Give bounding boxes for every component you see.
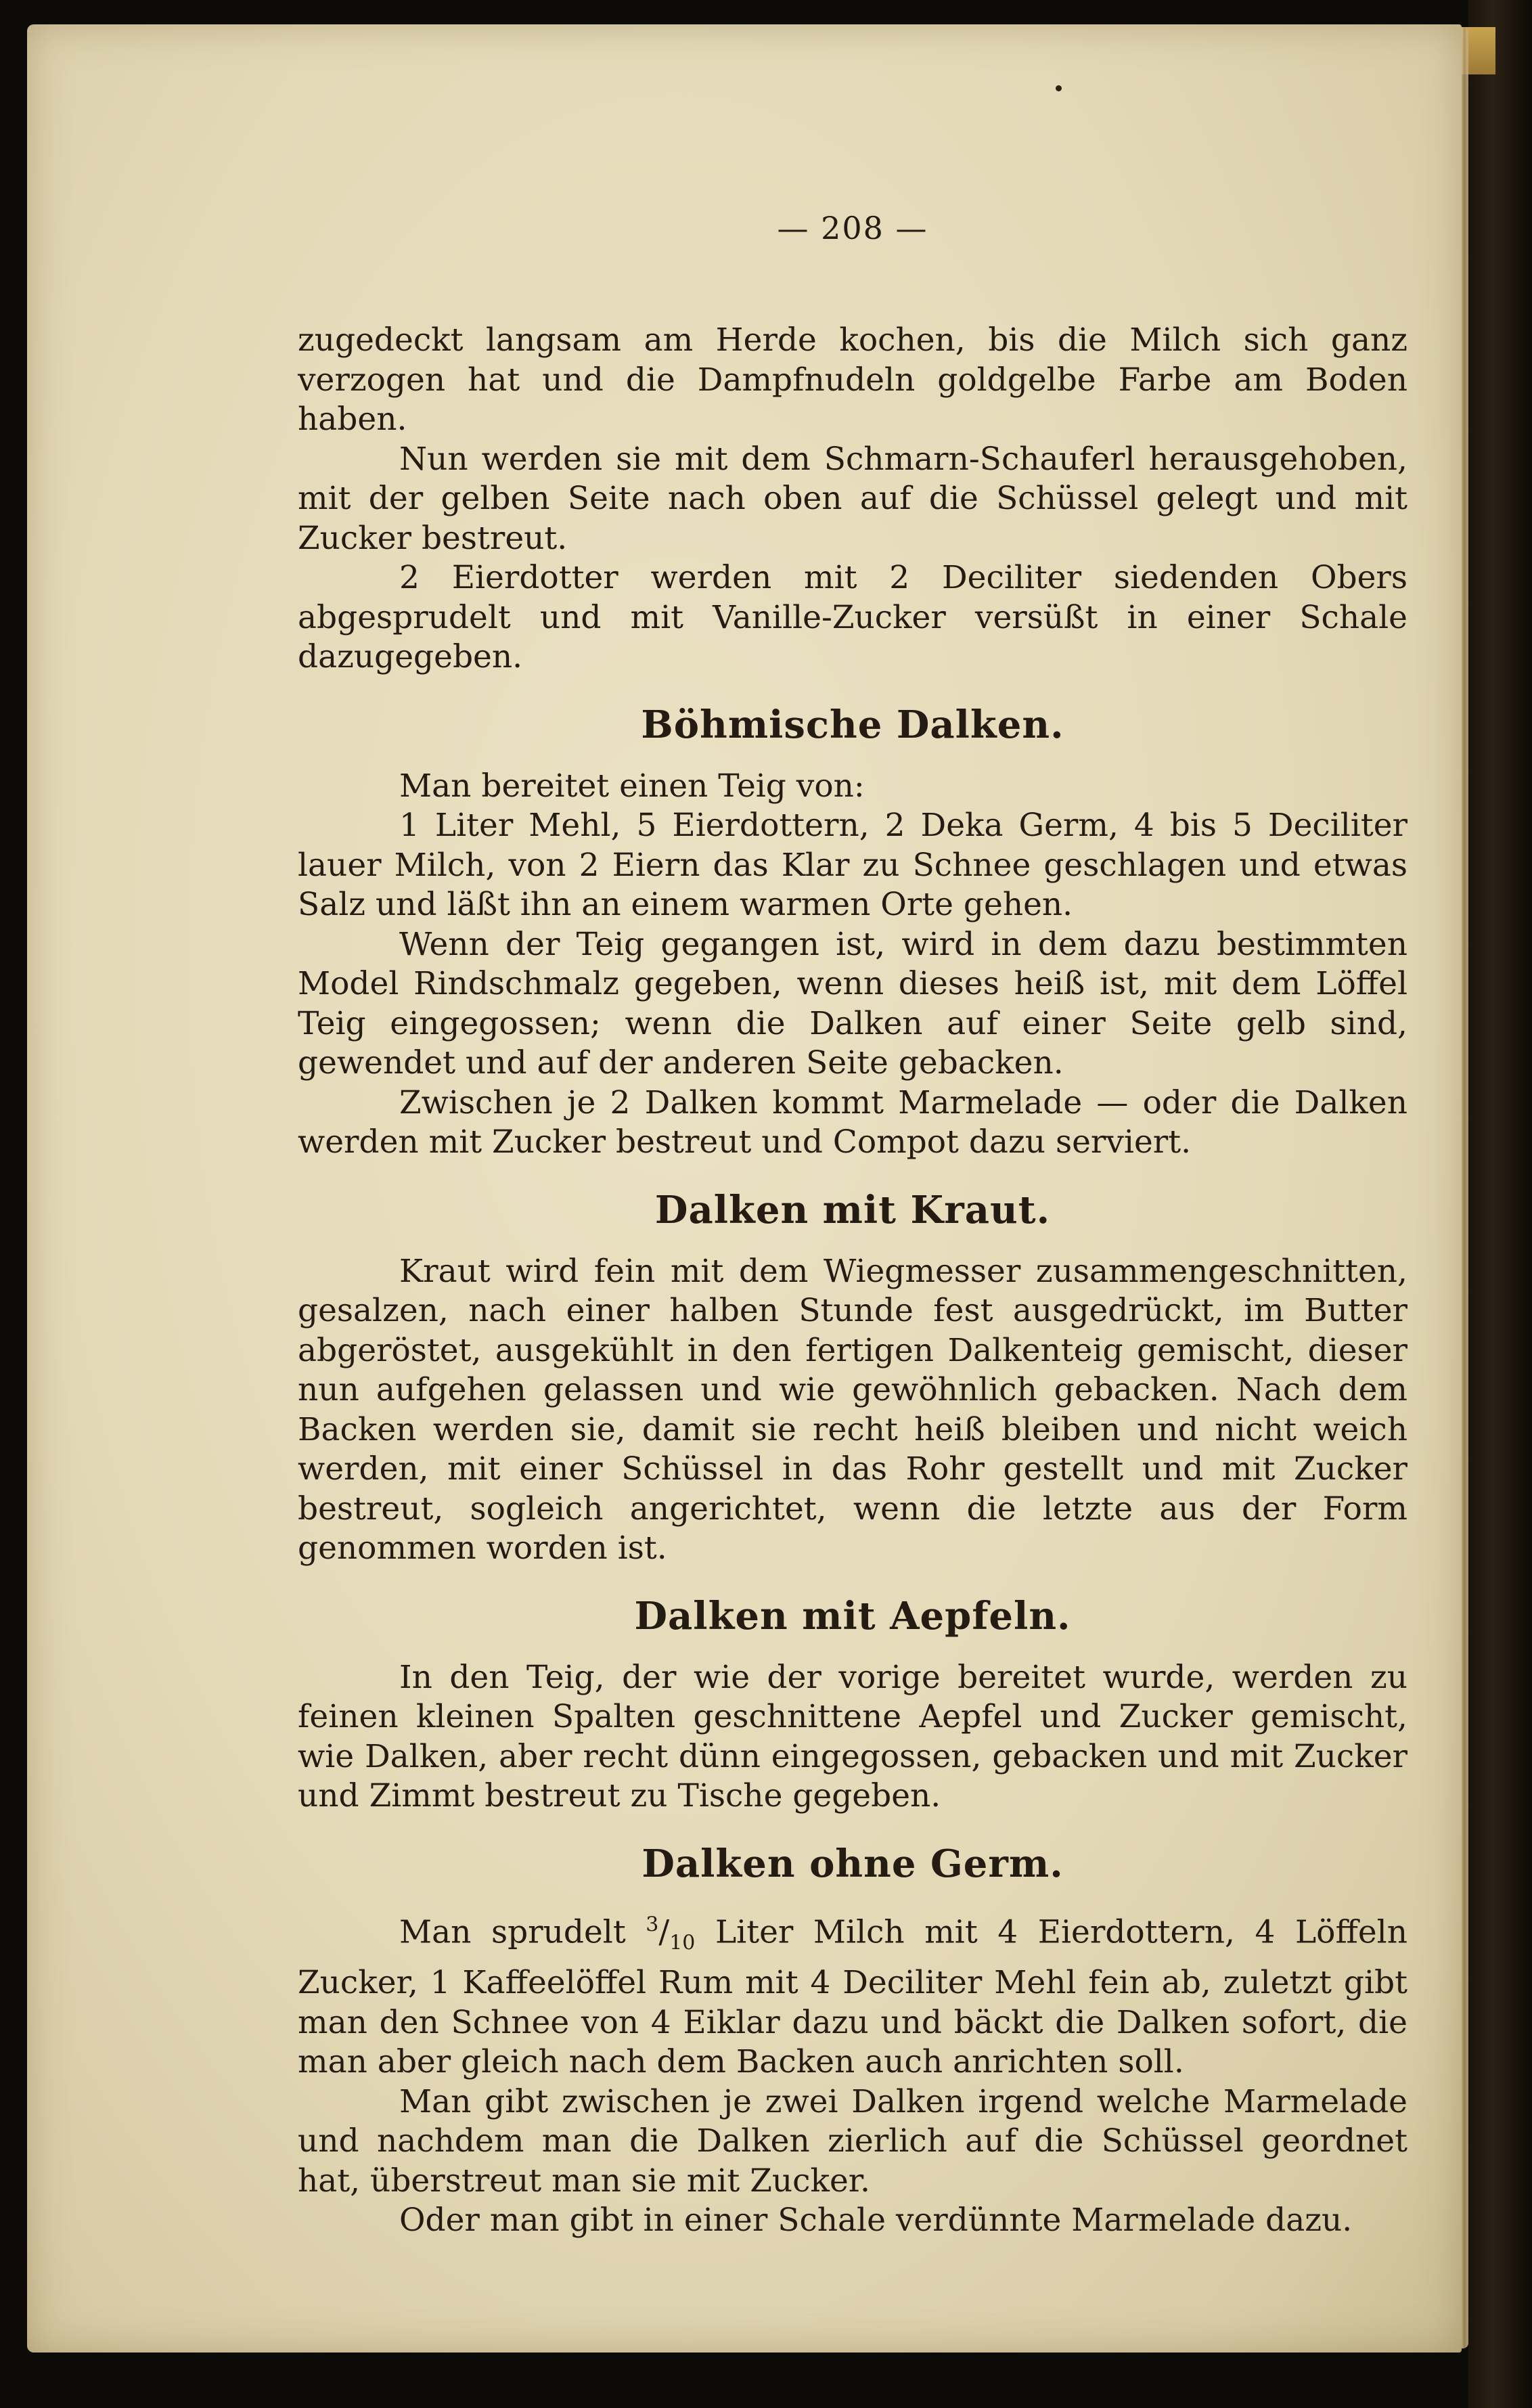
section-1-paragraph-1: Man bereitet einen Teig von: [399, 767, 865, 805]
section-title-dalken-mit-kraut: Dalken mit Kraut. [654, 1187, 1051, 1232]
section-2-paragraph-1: Kraut wird fein mit dem Wiegmesser zusammengeschnitten, gesalzen, nach einer halben Stunde fest ausgedrückt, im Butter abgeröstet, ausgekühlt in den fertigen Dalkenteig gemischt, dieser nun aufgehen gelassen und wie gewöhnlich gebacken. Nach dem Backen werden sie, damit sie recht heiß bleiben und nicht weich werden, mit einer Schüssel in das Rohr gestellt und mit Zucker bestreut, sogleich angerichtet, wenn die letzte aus der Form genommen worden ist. [298, 1252, 1407, 1567]
ink-speck [1056, 85, 1062, 91]
section-1-paragraph-2: 1 Liter Mehl, 5 Eierdottern, 2 Deka Germ, 4 bis 5 Deciliter lauer Milch, von 2 Eiern das Klar zu Schnee geschlagen und etwas Salz und läßt ihn an einem warmen Orte gehen. [298, 807, 1407, 923]
section-1-paragraph-3: Wenn der Teig gegangen ist, wird in dem dazu bestimmten Model Rindschmalz gegeben, wenn dieses heiß ist, mit dem Löffel Teig eingegossen; wenn die Dalken auf einer Seite gelb sind, gewendet und auf der anderen Seite gebacken. [298, 925, 1407, 1082]
section-1-paragraph-4: Zwischen je 2 Dalken kommt Marmelade — oder die Dalken werden mit Zucker bestreut und Compot dazu serviert. [298, 1084, 1407, 1161]
fraction: $^3/_{10}$ [646, 1913, 696, 1955]
section-title-dalken-ohne-germ: Dalken ohne Germ. [641, 1841, 1064, 1886]
section-4-paragraph-1 [298, 1906, 1407, 2082]
section-4-paragraph-1-rest: Liter Milch mit 4 Eierdottern, 4 Löffeln Zucker, 1 Kaffeelöffel Rum mit 4 Deciliter Mehl fein ab, zuletzt gibt man den Schnee von 4 Eiklar dazu und bäckt die Dalken sofort, die man aber gleich nach dem Backen auch anrichten soll. [298, 1913, 1407, 2081]
page-number: — 208 — [777, 210, 928, 246]
section-title-boehmische-dalken: Böhmische Dalken. [641, 702, 1064, 747]
intro-paragraph-1: zugedeckt langsam am Herde kochen, bis die Milch sich ganz verzogen hat und die Dampfnudeln goldgelbe Farbe am Boden haben. [298, 321, 1407, 438]
section-4-paragraph-3: Oder man gibt in einer Schale verdünnte Marmelade dazu. [399, 2202, 1353, 2239]
fraction-numerator: 3 [646, 1913, 659, 1937]
section-4-paragraph-2: Man gibt zwischen je zwei Dalken irgend welche Marmelade und nachdem man die Dalken zierlich auf die Schüssel geordnet hat, überstreut man sie mit Zucker. [298, 2082, 1407, 2200]
section-4-paragraph-1-start: Man sprudelt [399, 1913, 626, 1951]
book-binding-edge [1468, 0, 1532, 2408]
section-title-dalken-mit-aepfeln: Dalken mit Aepfeln. [634, 1593, 1071, 1638]
page-content [298, 210, 1407, 2241]
intro-paragraph-3: 2 Eierdotter werden mit 2 Deciliter siedenden Obers abgesprudelt und mit Vanille-Zucker versüßt in einer Schale dazugegeben. [298, 559, 1407, 675]
section-3-paragraph-1: In den Teig, der wie der vorige bereitet wurde, werden zu feinen kleinen Spalten geschnittene Aepfel und Zucker gemischt, wie Dalken, aber recht dünn eingegossen, gebacken und mit Zucker und Zimmt bestreut zu Tische gegeben. [298, 1658, 1407, 1814]
intro-paragraph-2: Nun werden sie mit dem Schmarn-Schauferl herausgehoben, mit der gelben Seite nach oben auf die Schüssel gelegt und mit Zucker bestreut. [298, 440, 1407, 557]
fraction-denominator: 10 [669, 1931, 696, 1955]
